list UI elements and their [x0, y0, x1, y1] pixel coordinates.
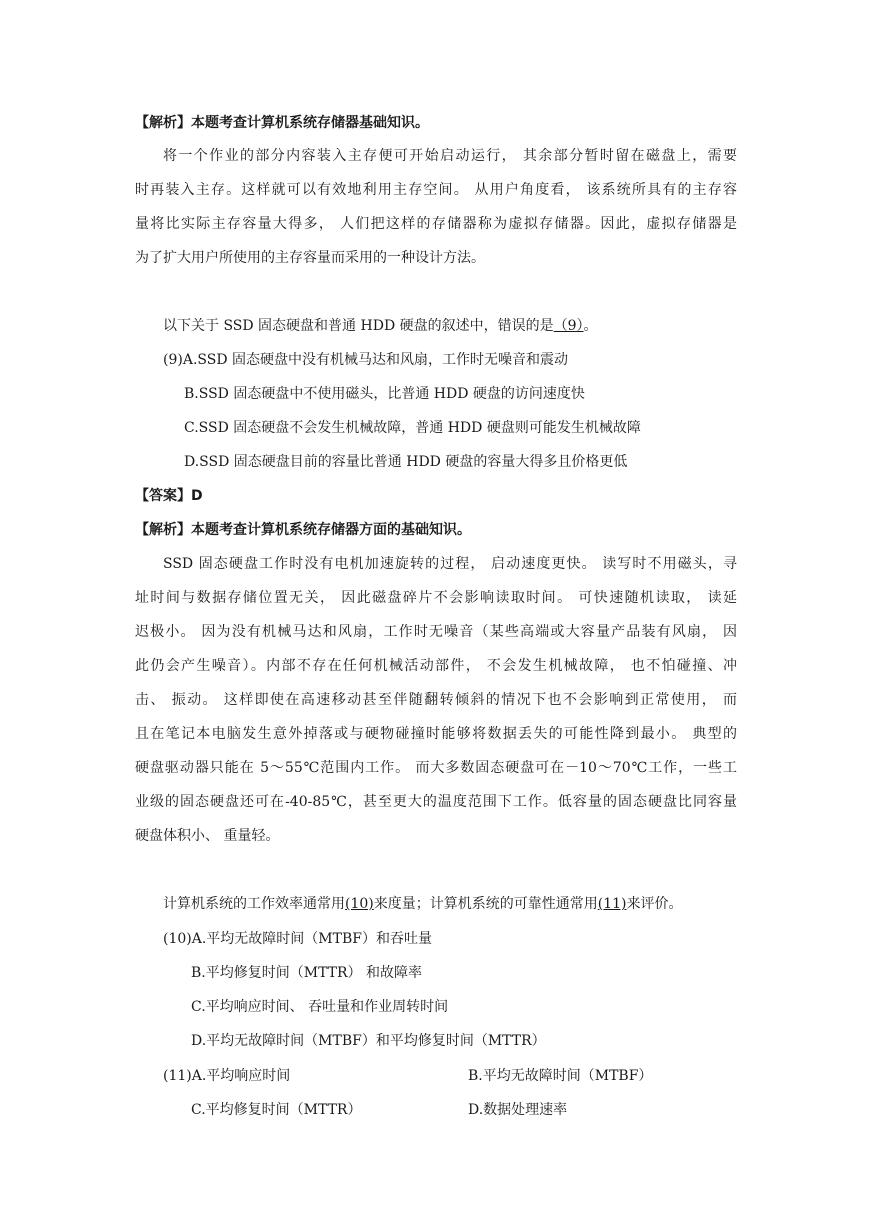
paragraph-line: 量将比实际主存容量大得多， 人们把这样的存储器称为虚拟存储器。因此，虚拟存储器是 — [135, 216, 737, 232]
option-9a: (9)A.SSD 固态硬盘中没有机械马达和风扇，工作时无噪音和震动 — [163, 352, 569, 368]
option-9b: B.SSD 固态硬盘中不使用磁头，比普通 HDD 硬盘的访问速度快 — [184, 386, 585, 402]
option-11c: C.平均修复时间（MTTR） — [191, 1102, 362, 1118]
question-10-stem — [163, 894, 683, 914]
question-9-stem — [163, 316, 598, 336]
paragraph-line: 此仍会产生噪音）。内部不存在任何机械活动部件， 不会发生机械故障， 也不怕碰撞、冲 — [135, 658, 737, 674]
stem-text: 以下关于 SSD 固态硬盘和普通 HDD 硬盘的叙述中，错误的是 — [163, 318, 554, 334]
option-11b: B.平均无故障时间（MTBF） — [468, 1068, 653, 1084]
option-9c: C.SSD 固态硬盘不会发生机械故障，普通 HDD 硬盘则可能发生机械故障 — [184, 420, 641, 436]
option-11a: (11)A.平均响应时间 — [163, 1068, 291, 1084]
stem-end: 。 — [583, 318, 598, 334]
stem-text: 计算机系统的工作效率通常用 — [163, 896, 345, 912]
blank-11: (11) — [597, 896, 627, 912]
stem-text: 来评价。 — [626, 896, 683, 912]
option-11d: D.数据处理速率 — [468, 1102, 568, 1118]
paragraph-line: 址时间与数据存储位置无关， 因此磁盘碎片不会影响读取时间。 可快速随机读取， 读延 — [135, 590, 737, 606]
paragraph-line: 迟极小。 因为没有机械马达和风扇，工作时无噪音（某些高端或大容量产品装有风扇， 因 — [135, 624, 737, 640]
paragraph-line: 时再装入主存。这样就可以有效地利用主存空间。 从用户角度看， 该系统所具有的主存容 — [135, 182, 737, 198]
paragraph-line: 将一个作业的部分内容装入主存便可开始启动运行， 其余部分暂时留在磁盘上，需要 — [163, 148, 737, 164]
paragraph-line: 硬盘体积小、 重量轻。 — [135, 828, 280, 844]
analysis-heading-1: 【解析】本题考查计算机系统存储器基础知识。 — [135, 115, 429, 131]
stem-text: 来度量；计算机系统的可靠性通常用 — [373, 896, 598, 912]
option-9d: D.SSD 固态硬盘目前的容量比普通 HDD 硬盘的容量大得多且价格更低 — [184, 454, 628, 470]
paragraph-line: 击、 振动。 这样即使在高速移动甚至伴随翻转倾斜的情况下也不会影响到正常使用， 而 — [135, 692, 737, 708]
paragraph-line: 业级的固态硬盘还可在-40-85℃，甚至更大的温度范围下工作。低容量的固态硬盘比同容量 — [135, 794, 737, 810]
option-10b: B.平均修复时间（MTTR） 和故障率 — [191, 965, 422, 981]
paragraph-line: 为了扩大用户所使用的主存容量而采用的一种设计方法。 — [135, 250, 485, 266]
paragraph-line: SSD 固态硬盘工作时没有电机加速旋转的过程， 启动速度更快。 读写时不用磁头，寻 — [163, 556, 737, 572]
paragraph-line: 且在笔记本电脑发生意外掉落或与硬物碰撞时能够将数据丢失的可能性降到最小。 典型的 — [135, 726, 737, 742]
answer-label: 【答案】D — [135, 488, 203, 504]
blank-10: (10) — [345, 896, 374, 912]
paragraph-line: 硬盘驱动器只能在 5～55℃范围内工作。 而大多数固态硬盘可在－10～70℃工作，一些工 — [135, 760, 737, 776]
blank-9: （9） — [553, 318, 584, 334]
option-10d: D.平均无故障时间（MTBF）和平均修复时间（MTTR） — [191, 1033, 546, 1049]
analysis-heading-2: 【解析】本题考查计算机系统存储器方面的基础知识。 — [135, 522, 471, 538]
option-10a: (10)A.平均无故障时间（MTBF）和吞吐量 — [163, 931, 432, 947]
option-10c: C.平均响应时间、 吞吐量和作业周转时间 — [191, 999, 449, 1015]
